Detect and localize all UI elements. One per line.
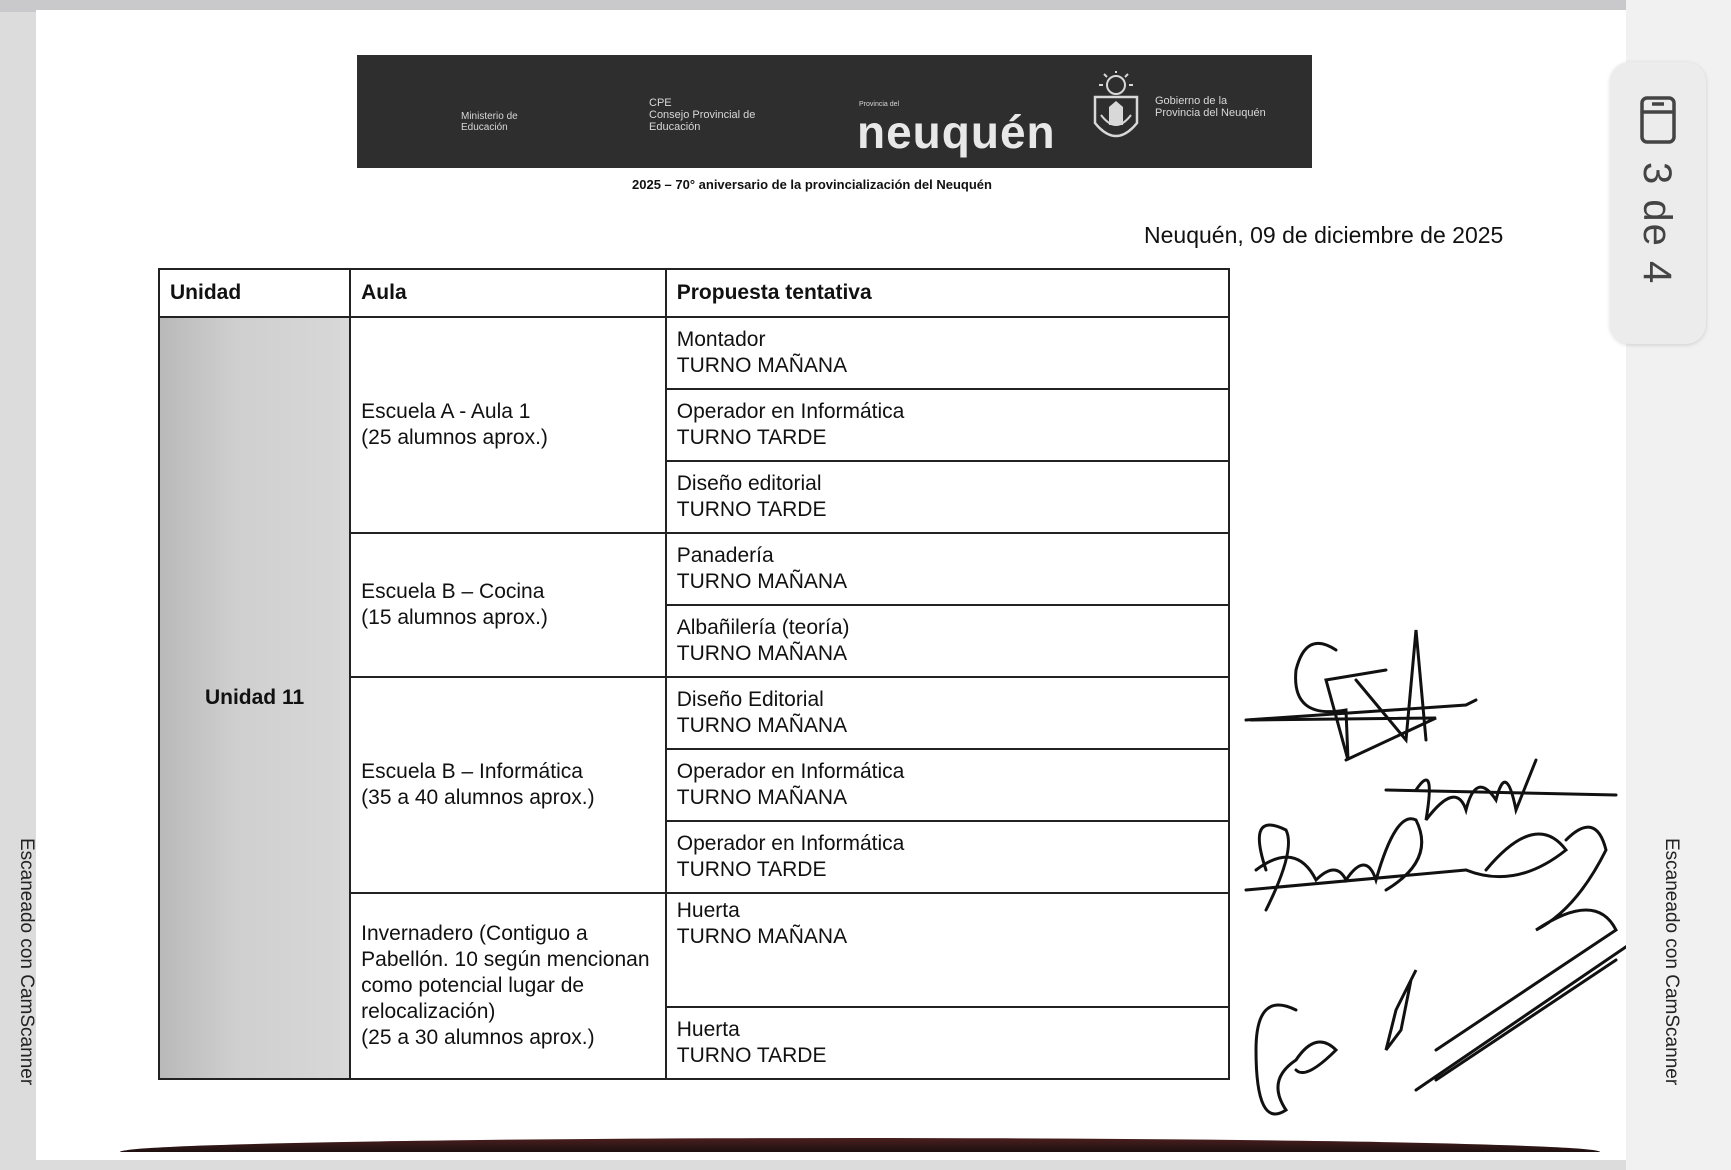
propuesta-title: Huerta xyxy=(676,899,740,922)
propuesta-turno: TURNO MAÑANA xyxy=(676,642,848,665)
gobierno-label: Gobierno de la Provincia del Neuquén xyxy=(1155,95,1266,119)
aula-detail: (25 a 30 alumnos aprox.) xyxy=(361,1026,595,1049)
propuesta-turno: TURNO TARDE xyxy=(676,498,827,521)
propuesta-turno: TURNO MAÑANA xyxy=(676,786,848,809)
aula-name: Escuela B – Cocina xyxy=(361,580,545,603)
letterhead-band xyxy=(357,55,1312,168)
table-row xyxy=(159,317,1229,389)
propuesta-turno: TURNO MAÑANA xyxy=(676,925,848,948)
aula-name: Escuela B – Informática xyxy=(361,760,583,783)
propuesta-title: Montador xyxy=(676,328,766,351)
propuesta-title: Operador en Informática xyxy=(676,400,905,423)
provincia-small-label: Provincia del xyxy=(859,101,900,108)
propuesta-turno: TURNO MAÑANA xyxy=(676,570,848,593)
aula-cell xyxy=(350,533,666,677)
propuesta-cell xyxy=(666,749,1229,821)
aula-cell xyxy=(350,677,666,893)
page-count-label: 3 de 4 xyxy=(1635,162,1679,286)
propuesta-turno: TURNO MAÑANA xyxy=(676,354,848,377)
propuesta-turno: TURNO MAÑANA xyxy=(676,714,848,737)
propuesta-turno: TURNO TARDE xyxy=(676,426,827,449)
propuesta-turno: TURNO TARDE xyxy=(676,1044,827,1067)
header-unidad: Unidad xyxy=(159,269,350,317)
cpe-short: CPE xyxy=(649,97,672,109)
document-page xyxy=(36,10,1626,1160)
anniversary-line: 2025 – 70° aniversario de la provincialización del Neuquén xyxy=(632,177,992,192)
provincial-crest-icon xyxy=(1087,71,1145,151)
aula-detail: (35 a 40 alumnos aprox.) xyxy=(361,786,595,809)
propuesta-cell xyxy=(666,893,1229,1007)
header-aula: Aula xyxy=(350,269,666,317)
propuesta-cell xyxy=(666,533,1229,605)
propuesta-title: Huerta xyxy=(676,1018,740,1041)
propuesta-cell xyxy=(666,821,1229,893)
proposal-table xyxy=(158,268,1230,1080)
aula-cell xyxy=(350,317,666,533)
propuesta-title: Operador en Informática xyxy=(676,832,905,855)
propuesta-cell xyxy=(666,317,1229,389)
aula-name: Invernadero (Contiguo a Pabellón. 10 según mencionan como potencial lugar de relocalización) xyxy=(361,922,650,1023)
aula-cell xyxy=(350,893,666,1079)
table-header-row xyxy=(159,269,1229,317)
page-indicator[interactable] xyxy=(1610,62,1706,344)
cpe-label xyxy=(649,97,789,133)
propuesta-title: Operador en Informática xyxy=(676,760,905,783)
propuesta-cell xyxy=(666,605,1229,677)
cpe-full: Consejo Provincial de Educación xyxy=(649,109,756,133)
propuesta-title: Panadería xyxy=(676,544,774,567)
propuesta-turno: TURNO TARDE xyxy=(676,858,827,881)
neuquen-logo: neuquén xyxy=(857,106,1056,158)
propuesta-cell xyxy=(666,677,1229,749)
camscanner-watermark-right: Escaneado con CamScanner xyxy=(1661,838,1682,1086)
propuesta-cell xyxy=(666,389,1229,461)
header-propuesta: Propuesta tentativa xyxy=(666,269,1229,317)
date-line: Neuquén, 09 de diciembre de 2025 xyxy=(1144,222,1504,248)
aula-name: Escuela A - Aula 1 xyxy=(361,400,531,423)
propuesta-title: Albañilería (teoría) xyxy=(676,616,850,639)
unidad-cell: Unidad 11 xyxy=(159,317,350,1079)
handwritten-signatures xyxy=(1236,610,1626,1150)
propuesta-cell xyxy=(666,1007,1229,1079)
ministerio-label: Ministerio de Educación xyxy=(461,111,518,133)
camscanner-watermark-left: Escaneado con CamScanner xyxy=(16,838,37,1086)
propuesta-cell xyxy=(666,461,1229,533)
aula-detail: (15 alumnos aprox.) xyxy=(361,606,548,629)
page-icon xyxy=(1638,94,1678,146)
propuesta-title: Diseño editorial xyxy=(676,472,822,495)
propuesta-title: Diseño Editorial xyxy=(676,688,824,711)
aula-detail: (25 alumnos aprox.) xyxy=(361,426,548,449)
